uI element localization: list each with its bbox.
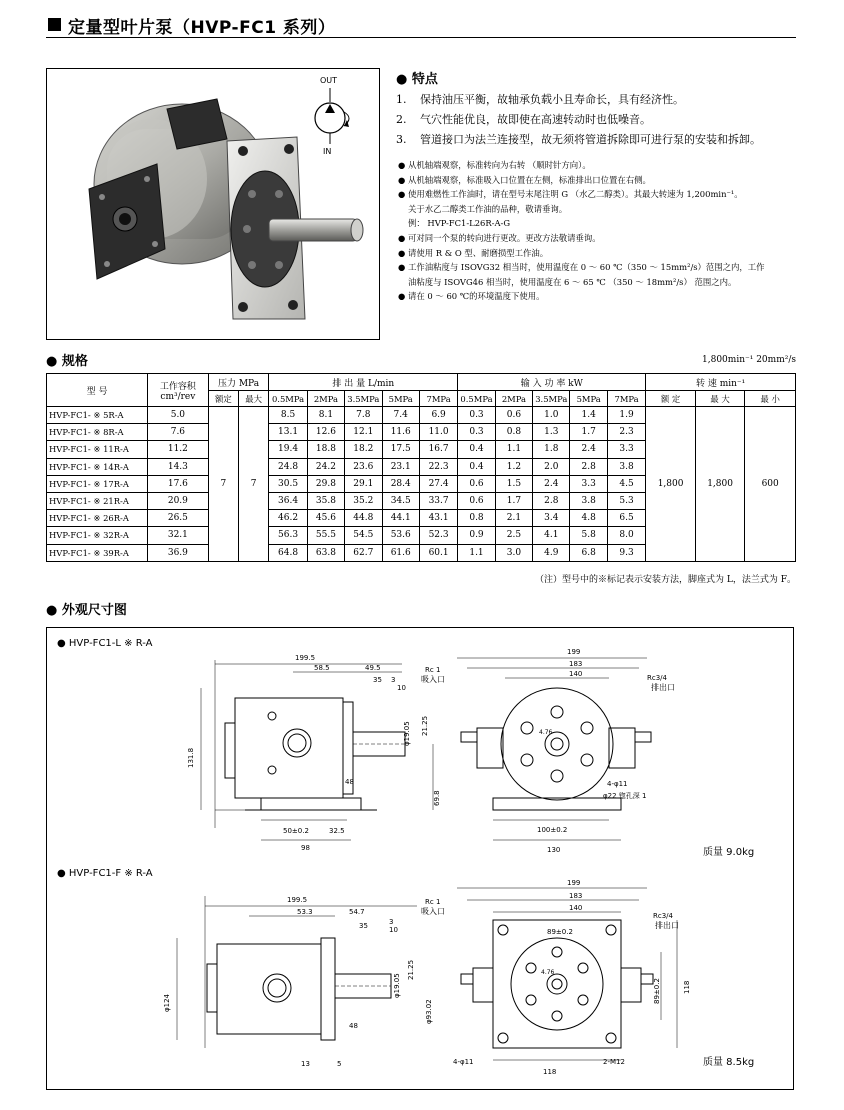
table-cell: 8.5: [269, 407, 307, 424]
table-cell: 11.2: [148, 441, 209, 458]
col-flow-p: 0.5MPa: [269, 391, 307, 407]
foot-mass: 质量 9.0kg: [703, 847, 755, 858]
dim-text: 4.76: [539, 729, 553, 736]
table-cell: 0.6: [495, 407, 532, 424]
table-cell: 64.8: [269, 544, 307, 561]
page-title: 定量型叶片泵（HVP-FC1 系列）: [68, 18, 336, 38]
dim-text: 吸入口: [421, 907, 445, 916]
table-cell: 23.6: [345, 458, 382, 475]
dim-text: 54.7: [349, 908, 365, 916]
table-cell: 34.5: [382, 492, 419, 509]
table-cell: 0.8: [458, 510, 495, 527]
table-cell: 1,800: [646, 407, 696, 562]
table-cell: 1.7: [570, 424, 607, 441]
dim-text: φ93.02: [425, 999, 433, 1024]
col-flow-p: 7MPa: [419, 391, 457, 407]
dimensions-heading: ● 外观尺寸图: [46, 603, 127, 618]
dim-text: 199.5: [287, 896, 308, 904]
dim-text: 131.8: [187, 747, 195, 768]
table-cell: 0.3: [458, 407, 495, 424]
dim-text: 100±0.2: [537, 826, 568, 834]
table-cell: 0.3: [458, 424, 495, 441]
table-cell: 3.0: [495, 544, 532, 561]
dim-text: 4-φ11: [607, 780, 628, 788]
table-cell: 7.8: [345, 407, 382, 424]
dim-text: 10: [397, 684, 406, 692]
table-cell: 7.4: [382, 407, 419, 424]
table-cell: HVP-FC1- ※ 21R-A: [47, 492, 148, 509]
foot-type-label: ● HVP-FC1-L ※ R-A: [57, 638, 153, 649]
table-cell: 29.8: [307, 475, 344, 492]
table-cell: 13.1: [269, 424, 307, 441]
note-continuation: 油粘度与 ISOVG46 相当时，使用温度在 6 ～ 65 ℃ （350 ～ 18mm²/s） 范围之内。: [408, 276, 737, 287]
col-flow-p: 2MPa: [307, 391, 344, 407]
table-cell: 28.4: [382, 475, 419, 492]
dim-text: 2-M12: [603, 1058, 625, 1066]
col-model: 型 号: [47, 374, 148, 407]
table-cell: HVP-FC1- ※ 5R-A: [47, 407, 148, 424]
col-power-p: 5MPa: [570, 391, 607, 407]
dim-text: φ22 锪孔深 1: [603, 792, 647, 800]
table-cell: 1.2: [495, 458, 532, 475]
table-cell: 53.6: [382, 527, 419, 544]
table-cell: 0.6: [458, 492, 495, 509]
table-row: [47, 407, 796, 424]
spec-conditions: 1,800min⁻¹ 20mm²/s: [702, 355, 796, 365]
table-cell: 4.5: [607, 475, 645, 492]
dim-text: 53.3: [297, 908, 313, 916]
table-cell: 3.3: [607, 441, 645, 458]
table-cell: 62.7: [345, 544, 382, 561]
dim-text: 89±0.2: [653, 978, 661, 1004]
table-cell: 36.4: [269, 492, 307, 509]
table-cell: 44.8: [345, 510, 382, 527]
table-cell: 17.5: [382, 441, 419, 458]
dim-text: Rc 1: [425, 666, 441, 674]
col-pressure: 压力 MPa: [208, 374, 269, 391]
dim-text: 13: [301, 1060, 310, 1068]
table-cell: HVP-FC1- ※ 14R-A: [47, 458, 148, 475]
table-cell: 12.1: [345, 424, 382, 441]
features-list: [396, 90, 796, 150]
dimension-drawings: [47, 628, 795, 1091]
col-speed: 转 速 min⁻¹: [646, 374, 796, 391]
dim-text: 140: [569, 670, 583, 678]
spec-heading: ● 规格: [46, 354, 88, 369]
table-cell: 9.3: [607, 544, 645, 561]
dim-text: 21.25: [421, 715, 429, 736]
table-cell: 12.6: [307, 424, 344, 441]
dim-text: 5: [337, 1060, 342, 1068]
table-cell: 56.3: [269, 527, 307, 544]
table-cell: 19.4: [269, 441, 307, 458]
table-cell: 6.5: [607, 510, 645, 527]
dim-text: 48: [345, 778, 354, 786]
table-cell: 1.8: [533, 441, 570, 458]
table-cell: 30.5: [269, 475, 307, 492]
col-flow: 排 出 量 L/min: [269, 374, 458, 391]
table-cell: 8.0: [607, 527, 645, 544]
table-cell: HVP-FC1- ※ 11R-A: [47, 441, 148, 458]
feature-item: 3. 管道接口为法兰连接型，故无须将管道拆除即可进行泵的安装和拆卸。: [396, 133, 761, 146]
table-cell: 3.4: [533, 510, 570, 527]
table-cell: 17.6: [148, 475, 209, 492]
note-item: ● 工作油粘度与 ISOVG32 相当时，使用温度在 0 ～ 60 ℃（350 ～ 15mm²/s）范围之内，工作: [398, 262, 765, 273]
table-cell: 5.0: [148, 407, 209, 424]
table-cell: 18.8: [307, 441, 344, 458]
table-cell: 54.5: [345, 527, 382, 544]
flange-mass: 质量 8.5kg: [703, 1057, 755, 1068]
table-cell: 5.3: [607, 492, 645, 509]
table-cell: 18.2: [345, 441, 382, 458]
table-cell: 33.7: [419, 492, 457, 509]
col-flow-p: 3.5MPa: [345, 391, 382, 407]
table-cell: 24.8: [269, 458, 307, 475]
table-cell: 1.3: [533, 424, 570, 441]
dim-text: 吸入口: [421, 675, 445, 684]
table-cell: 2.8: [570, 458, 607, 475]
dim-text: 183: [569, 660, 583, 668]
table-cell: 8.1: [307, 407, 344, 424]
table-cell: 600: [745, 407, 796, 562]
dim-text: 58.5: [314, 664, 330, 672]
col-power-p: 0.5MPa: [458, 391, 495, 407]
table-cell: 2.4: [570, 441, 607, 458]
note-item: ● 可对同一个泵的转向进行更改。更改方法敬请垂询。: [398, 232, 601, 243]
flange-type-label: ● HVP-FC1-F ※ R-A: [57, 868, 153, 879]
spec-footnote: （注）型号中的※标记表示安装方法，脚座式为 L，法兰式为 F。: [535, 575, 796, 585]
dim-text: 130: [547, 846, 561, 854]
flange-side-view: [163, 896, 433, 1068]
table-cell: 0.8: [495, 424, 532, 441]
table-cell: 6.8: [570, 544, 607, 561]
table-cell: 60.1: [419, 544, 457, 561]
dim-text: 140: [569, 904, 583, 912]
table-cell: 3.8: [607, 458, 645, 475]
table-cell: 61.6: [382, 544, 419, 561]
dim-text: 98: [301, 844, 310, 852]
note-example: 例： HVP-FC1-L26R-A-G: [408, 218, 511, 229]
table-cell: HVP-FC1- ※ 26R-A: [47, 510, 148, 527]
table-cell: 0.4: [458, 458, 495, 475]
dimension-drawing-box: [46, 627, 794, 1090]
dim-text: 49.5: [365, 664, 381, 672]
table-cell: 1.9: [607, 407, 645, 424]
table-cell: 26.5: [148, 510, 209, 527]
spec-table-body: [47, 407, 796, 562]
table-cell: 7: [239, 407, 269, 562]
table-cell: 1.7: [495, 492, 532, 509]
table-cell: 4.1: [533, 527, 570, 544]
table-cell: 44.1: [382, 510, 419, 527]
title-square-icon: [48, 18, 61, 31]
table-cell: 35.8: [307, 492, 344, 509]
table-cell: 36.9: [148, 544, 209, 561]
table-cell: 11.0: [419, 424, 457, 441]
dim-text: 183: [569, 892, 583, 900]
features-heading: ● 特点: [396, 72, 438, 87]
table-cell: 3.8: [570, 492, 607, 509]
dim-text: 89±0.2: [547, 928, 573, 936]
table-cell: 1,800: [695, 407, 745, 562]
dim-text: 199: [567, 879, 581, 887]
dim-text: 69.8: [433, 790, 441, 806]
table-cell: 14.3: [148, 458, 209, 475]
dim-text: 50±0.2: [283, 827, 309, 835]
table-cell: 32.1: [148, 527, 209, 544]
table-cell: 16.7: [419, 441, 457, 458]
note-item: ● 请在 0 ～ 60 ℃的环境温度下使用。: [398, 291, 545, 302]
dim-text: 199: [567, 648, 581, 656]
table-cell: 43.1: [419, 510, 457, 527]
table-cell: 0.4: [458, 441, 495, 458]
note-item: ● 请使用 R & O 型、耐磨损型工作油。: [398, 247, 549, 258]
feature-item: 1. 保持油压平衡，故轴承负载小且寿命长，具有经济性。: [396, 93, 684, 106]
dim-text: 4.76: [541, 969, 555, 976]
table-cell: 11.6: [382, 424, 419, 441]
spec-table: [46, 373, 796, 562]
table-cell: HVP-FC1- ※ 17R-A: [47, 475, 148, 492]
dim-text: 35: [373, 676, 382, 684]
table-cell: 23.1: [382, 458, 419, 475]
dim-text: 48: [349, 1022, 358, 1030]
flange-front-view: [421, 879, 691, 1076]
table-cell: 2.1: [495, 510, 532, 527]
dim-text: φ19.05: [403, 721, 411, 746]
dim-text: Rc3/4: [653, 912, 673, 920]
dim-text: 排出口: [651, 683, 675, 692]
table-cell: 29.1: [345, 475, 382, 492]
note-item: ● 从机轴端观察，标准转向为右转 （顺时针方向）。: [398, 160, 591, 170]
table-cell: 1.4: [570, 407, 607, 424]
table-cell: 7: [208, 407, 238, 562]
dim-text: 排出口: [655, 921, 679, 930]
col-pressure-rated: 额定: [208, 391, 238, 407]
table-cell: 2.5: [495, 527, 532, 544]
foot-front-view: [421, 648, 675, 854]
table-cell: HVP-FC1- ※ 39R-A: [47, 544, 148, 561]
table-cell: 2.3: [607, 424, 645, 441]
table-cell: 1.0: [533, 407, 570, 424]
feature-item: 2. 气穴性能优良，故即使在高速转动时也低噪音。: [396, 113, 651, 126]
table-cell: HVP-FC1- ※ 8R-A: [47, 424, 148, 441]
dim-text: 3: [391, 676, 396, 684]
svg-text:IN: IN: [323, 147, 332, 156]
col-flow-p: 5MPa: [382, 391, 419, 407]
table-cell: 0.6: [458, 475, 495, 492]
dim-text: 10: [389, 926, 398, 934]
dim-text: Rc 1: [425, 898, 441, 906]
table-cell: 63.8: [307, 544, 344, 561]
table-cell: 20.9: [148, 492, 209, 509]
table-cell: 1.1: [495, 441, 532, 458]
dim-text: 4-φ11: [453, 1058, 474, 1066]
col-pressure-max: 最大: [239, 391, 269, 407]
dim-text: Rc3/4: [647, 674, 667, 682]
col-speed-min: 最 小: [745, 391, 796, 407]
table-cell: 5.8: [570, 527, 607, 544]
dim-text: 118: [543, 1068, 557, 1076]
col-speed-rated: 额 定: [646, 391, 696, 407]
table-cell: 35.2: [345, 492, 382, 509]
pump-hydraulic-symbol: [300, 74, 370, 158]
col-power-p: 7MPa: [607, 391, 645, 407]
table-cell: 6.9: [419, 407, 457, 424]
table-cell: 2.0: [533, 458, 570, 475]
table-cell: 4.9: [533, 544, 570, 561]
table-cell: 2.4: [533, 475, 570, 492]
table-cell: 3.3: [570, 475, 607, 492]
table-cell: 52.3: [419, 527, 457, 544]
page-header: [46, 8, 796, 38]
table-cell: 46.2: [269, 510, 307, 527]
foot-side-view: [187, 654, 441, 852]
dim-text: 3: [389, 918, 394, 926]
table-cell: 22.3: [419, 458, 457, 475]
table-cell: 24.2: [307, 458, 344, 475]
table-cell: 45.6: [307, 510, 344, 527]
note-item: ● 使用难燃性工作油时，请在型号末尾注明 G （水乙二醇类）。其最大转速为 1,200min⁻¹。: [398, 189, 743, 200]
dim-text: φ124: [163, 994, 171, 1012]
table-cell: 27.4: [419, 475, 457, 492]
col-power-p: 2MPa: [495, 391, 532, 407]
col-power-p: 3.5MPa: [533, 391, 570, 407]
table-cell: 1.1: [458, 544, 495, 561]
col-power: 输 入 功 率 kW: [458, 374, 646, 391]
table-cell: HVP-FC1- ※ 32R-A: [47, 527, 148, 544]
dim-text: 21.25: [407, 959, 415, 980]
svg-text:OUT: OUT: [320, 76, 338, 85]
table-cell: 2.8: [533, 492, 570, 509]
table-cell: 4.8: [570, 510, 607, 527]
dim-text: φ19.05: [393, 973, 401, 998]
dim-text: 32.5: [329, 827, 345, 835]
table-cell: 0.9: [458, 527, 495, 544]
note-continuation: 关于水乙二醇类工作油的品种，敬请垂询。: [408, 203, 568, 214]
table-cell: 1.5: [495, 475, 532, 492]
table-cell: 7.6: [148, 424, 209, 441]
notes-list: [398, 158, 798, 304]
dim-text: 199.5: [295, 654, 316, 662]
col-capacity: 工作容积 cm³/rev: [148, 374, 209, 407]
dim-text: 35: [359, 922, 368, 930]
dim-text: 118: [683, 980, 691, 994]
note-item: ● 从机轴端观察，标准吸入口位置在左侧，标准排出口位置在右侧。: [398, 174, 651, 185]
table-cell: 55.5: [307, 527, 344, 544]
col-speed-max: 最 大: [695, 391, 745, 407]
